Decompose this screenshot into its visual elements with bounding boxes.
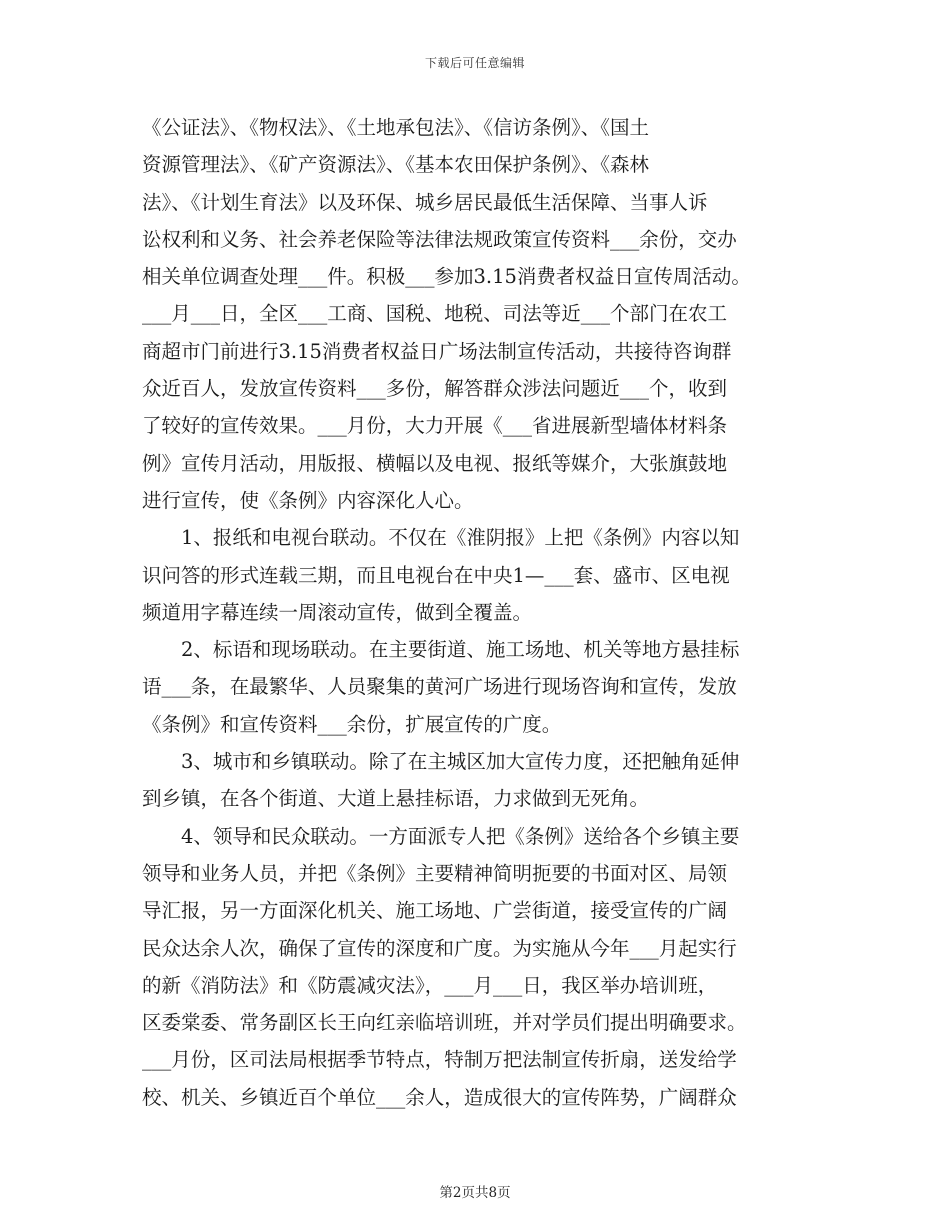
- text-line: 《条例》和宣传资料___余份，扩展宣传的广度。: [142, 712, 562, 736]
- text-line: 区委棠委、常务副区长王向红亲临培训班，并对学员们提出明确要求。: [142, 1011, 747, 1035]
- page-header-note: 下载后可任意编辑: [424, 56, 525, 70]
- text-line: 资源管理法》、《矿产资源法》、《基本农田保护条例》、《森林: [142, 153, 650, 177]
- text-line: 校、机关、乡镇近百个单位___余人，造成很大的宣传阵势，广阔群众: [142, 1085, 737, 1109]
- text-line: 进行宣传，使《条例》内容深化人心。: [142, 488, 474, 512]
- text-line: ___月份，区司法局根据季节特点，特制万把法制宣传折扇，送发给学: [142, 1048, 737, 1072]
- text-line: 民众达余人次，确保了宣传的深度和广度。为实施从今年___月起实行: [142, 936, 737, 960]
- document-body: [142, 109, 818, 1116]
- text-line: 导汇报，另一方面深化机关、施工场地、广尝街道，接受宣传的广阔: [142, 899, 728, 923]
- text-line: 《公证法》、《物权法》、《土地承包法》、《信访条例》、《国土: [142, 116, 650, 139]
- text-line: 领导和业务人员，并把《条例》主要精神简明扼要的书面对区、局领: [142, 861, 728, 885]
- text-line: 1、报纸和电视台联动。不仅在《淮阴报》上把《条例》内容以知: [142, 526, 740, 550]
- text-line: 法》、《计划生育法》以及环保、城乡居民最低生活保障、当事人诉: [142, 190, 708, 214]
- text-line: 2、标语和现场联动。在主要街道、施工场地、机关等地方悬挂标: [142, 638, 740, 662]
- text-line: 4、领导和民众联动。一方面派专人把《条例》送给各个乡镇主要: [142, 824, 740, 848]
- text-line: 识问答的形式连载三期，而且电视台在中央1—___套、盛市、区电视: [142, 563, 730, 587]
- text-line: 相关单位调查处理___件。积极___参加3.15消费者权益日宣传周活动。: [142, 265, 751, 289]
- text-line: ___月___日，全区___工商、国税、地税、司法等近___个部门在农工: [142, 302, 728, 326]
- text-line: 语___条，在最繁华、人员聚集的黄河广场进行现场咨询和宣传，发放: [142, 675, 737, 699]
- text-line: 商超市门前进行3.15消费者权益日广场法制宣传活动，共接待咨询群: [142, 339, 732, 363]
- text-line: 的新《消防法》和《防震减灾法》，___月___日，我区举办培训班，: [142, 973, 718, 997]
- text-line: 众近百人，发放宣传资料___多份，解答群众涉法问题近___个，收到: [142, 377, 728, 401]
- text-line: 讼权利和义务、社会养老保险等法律法规政策宣传资料___余份，交办: [142, 227, 737, 251]
- text-line: 到乡镇，在各个街道、大道上悬挂标语，力求做到无死角。: [142, 787, 650, 811]
- text-line: 频道用字幕连续一周滚动宣传，做到全覆盖。: [142, 600, 533, 624]
- text-line: 例》宣传月活动，用版报、横幅以及电视、报纸等媒介，大张旗鼓地: [142, 451, 728, 475]
- text-line: 了较好的宣传效果。___月份，大力开展《___省进展新型墙体材料条: [142, 414, 728, 438]
- page-number: 第2页共8页: [439, 1185, 511, 1201]
- text-line: 3、城市和乡镇联动。除了在主城区加大宣传力度，还把触角延伸: [142, 750, 740, 774]
